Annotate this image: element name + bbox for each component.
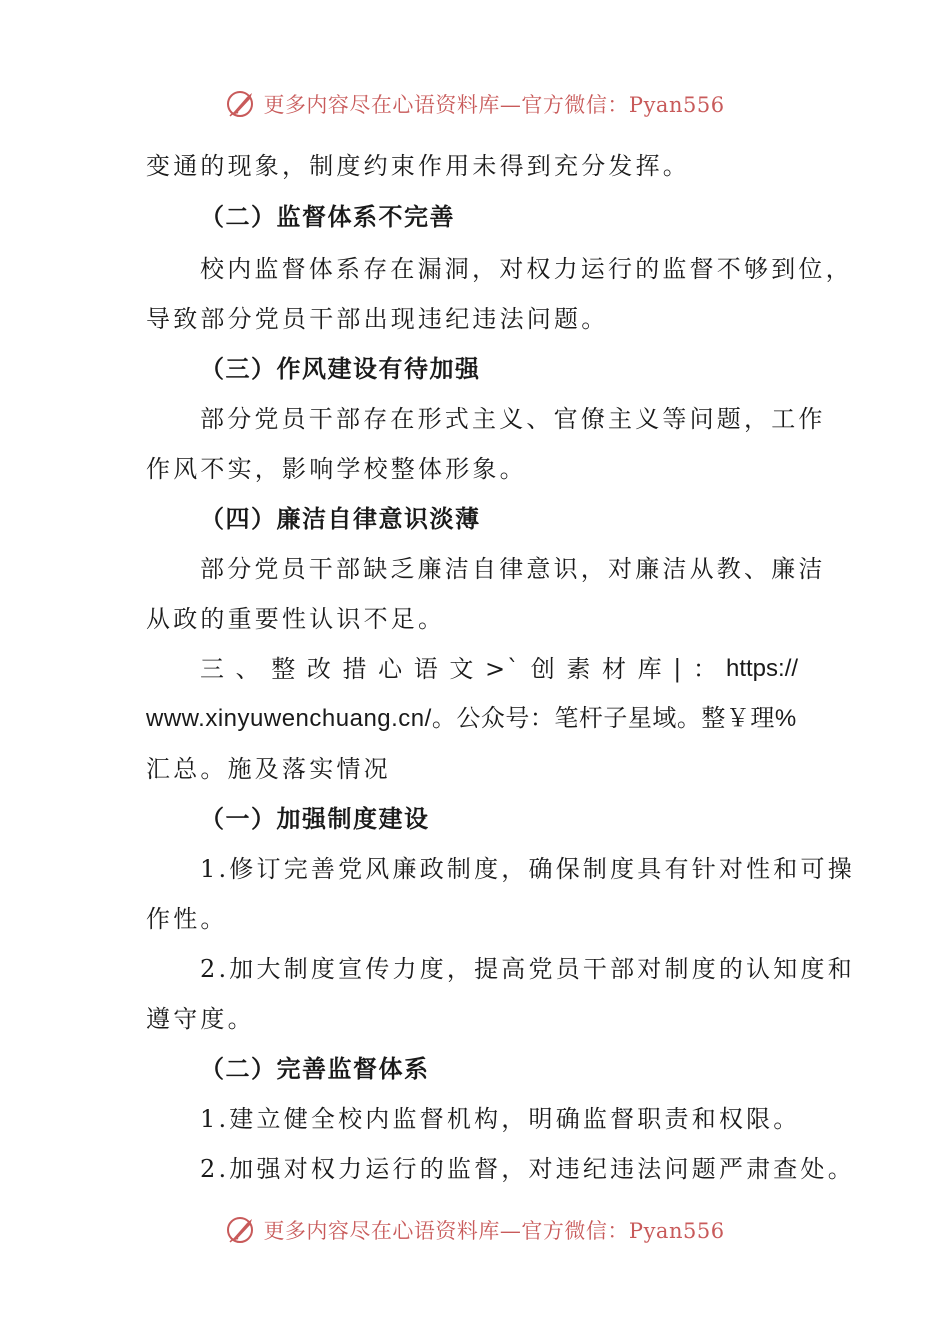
paragraph-line: 导致部分党员干部出现违纪违法问题。 [146, 305, 609, 333]
paragraph-line: 2.加强对权力运行的监督，对违纪违法问题严肃查处。 [200, 1155, 855, 1183]
section-heading: （三）作风建设有待加强 [200, 354, 481, 383]
paragraph-line: 部分党员干部存在形式主义、官僚主义等问题，工作 [200, 405, 826, 433]
paragraph-line: 遵守度。 [146, 1005, 255, 1033]
paragraph-line: 从政的重要性认识不足。 [146, 605, 446, 633]
paragraph-line: 1.修订完善党风廉政制度，确保制度具有针对性和可操 [200, 855, 855, 883]
pen-nib-logo-icon [225, 1213, 259, 1247]
footer-banner [0, 1210, 950, 1250]
paragraph-line: www.xinyuwenchuang.cn/。公众号：笔杆子星域。整￥理% [146, 705, 797, 732]
section-heading: （一）加强制度建设 [200, 804, 430, 833]
header-banner [0, 84, 950, 124]
section-heading: （二）完善监督体系 [200, 1054, 430, 1083]
paragraph-line: 作风不实，影响学校整体形象。 [146, 455, 527, 483]
pen-nib-logo-icon [225, 87, 259, 121]
banner-text: 更多内容尽在心语资料库—官方微信：Pyan556 [263, 1219, 725, 1243]
paragraph-line: 三 、 整 改 措 心 语 文 >` 创 素 材 库 | ： [200, 655, 719, 683]
url-text: https:// [726, 655, 799, 682]
paragraph-line: 1.建立健全校内监督机构，明确监督职责和权限。 [200, 1105, 801, 1133]
paragraph-line: 汇总。施及落实情况 [146, 755, 391, 783]
section-heading: （四）廉洁自律意识淡薄 [200, 504, 481, 533]
paragraph-line: 部分党员干部缺乏廉洁自律意识，对廉洁从教、廉洁 [200, 555, 826, 583]
paragraph-line: 校内监督体系存在漏洞，对权力运行的监督不够到位， [200, 255, 853, 283]
paragraph-line: 2.加大制度宣传力度，提高党员干部对制度的认知度和 [200, 955, 855, 983]
paragraph-line: 变通的现象，制度约束作用未得到充分发挥。 [146, 152, 690, 180]
banner-text: 更多内容尽在心语资料库—官方微信：Pyan556 [263, 93, 725, 117]
paragraph-line: 作性。 [146, 905, 228, 933]
section-heading: （二）监督体系不完善 [200, 202, 455, 231]
